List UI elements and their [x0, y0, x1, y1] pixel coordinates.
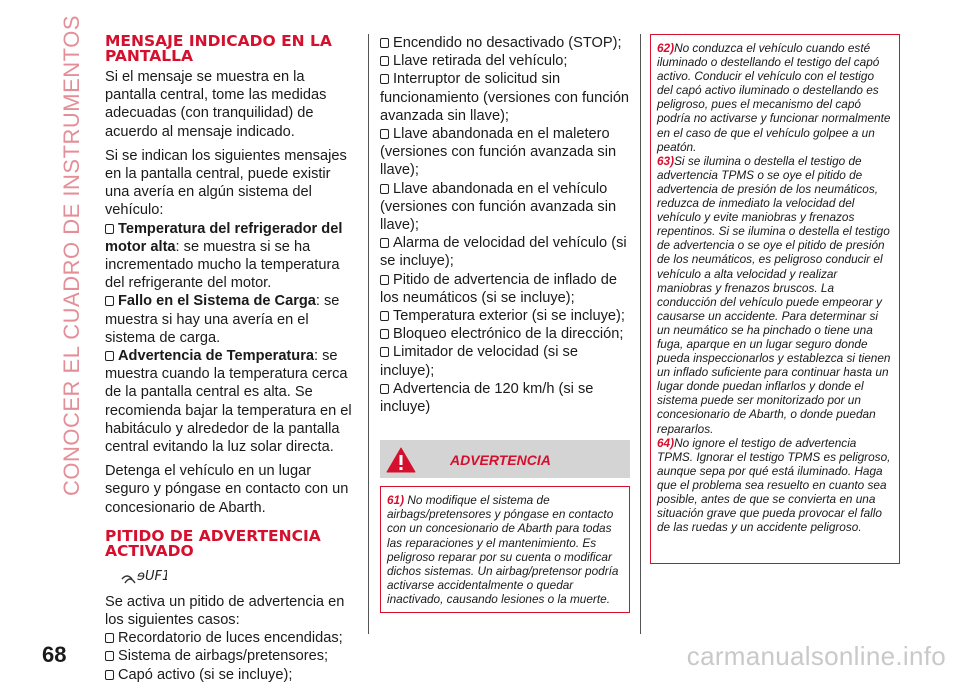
checkbox-bullet-icon — [105, 670, 114, 680]
page-number: 68 — [42, 642, 67, 667]
list-item: Llave abandonada en el maletero (versiones con función avanzada sin llave); — [380, 126, 617, 179]
column-1 — [105, 34, 357, 684]
warning-note: 64)No ignore el testigo de advertencia TPMS. Ignorar el testigo TPMS es peligroso, aunque sepa por qué está iluminado. Haga que el problema sea resuelto en cuanto sea posible, antes de que se convierta en una situación grave que pueda provocar el fallo de las ruedas y un accidente peligroso. — [657, 435, 891, 535]
column-3 — [650, 34, 900, 564]
column-divider — [368, 34, 369, 634]
list-item: Sistema de airbags/pretensores; — [105, 647, 357, 665]
checkbox-bullet-icon — [380, 329, 389, 339]
warning-header — [380, 440, 630, 478]
checkbox-bullet-icon — [380, 347, 389, 357]
list-item: Recordatorio de luces encendidas; — [105, 629, 357, 647]
list-item: Advertencia de 120 km/h (si se incluye) — [380, 380, 594, 416]
buzzer-symbol-icon — [119, 565, 357, 587]
warning-note-box — [380, 486, 630, 613]
list-item: Encendido no desactivado (STOP); — [380, 34, 630, 52]
list-item: Pitido de advertencia de inflado de los neumáticos (si se incluye); — [380, 271, 617, 306]
section-heading-pitido: PITIDO DE ADVERTENCIA ACTIVADO — [105, 526, 321, 560]
checkbox-bullet-icon — [105, 633, 114, 643]
checkbox-bullet-icon — [380, 275, 389, 285]
list-item: Alarma de velocidad del vehículo (si se incluye); — [380, 235, 627, 270]
list-item: Bloqueo electrónico de la dirección; — [380, 325, 630, 343]
list-item: Llave abandonada en el vehículo (versiones con función avanzada sin llave); — [380, 180, 617, 234]
checkbox-bullet-icon — [380, 74, 389, 84]
checkbox-bullet-icon — [380, 311, 389, 321]
warning-note: 63)Si se ilumina o destella el testigo de advertencia TPMS o se oye el pitido de advertencia de presión de los neumáticos, reduzca de inmediato la velocidad del vehículo y evite maniobras y frenazos repentinos. Si se ilumina o destella el testigo de advertencia o se oye el pitido de presión de los neumáticos, es peligroso conducir el vehículo a alta velocidad y realizar maniobras y frenazos bruscos. La conducción del vehículo puede empeorar y causarse un accidente. Para determinar si un neumático se ha pinchado o tiene una fuga, aparque en un lugar seguro donde pueda inspeccionarlos y establezca si tienen un inflado suficiente para continuar hasta un lugar donde puedan inflarlos y donde el sistema puede ser monitorizado por un concesionario de Abarth, o donde puedan repararlos. — [657, 153, 891, 436]
warning-note: 61) No modifique el sistema de airbags/pretensores y póngase en contacto con un concesionario de Abarth para todas las reparaciones y el mantenimiento. Es peligroso reparar por su cuenta o modificar dichos sistemas. Un airbag/pretensor podría activarse accidentalmente o quedar inactivado, causando lesiones o la muerte. — [387, 493, 619, 606]
list-item: Fallo en el Sistema de Carga: se muestra si hay una avería en el sistema de carga. — [105, 293, 340, 346]
paragraph: Se activa un pitido de advertencia en los siguientes casos: — [105, 593, 345, 629]
checkbox-bullet-icon — [380, 238, 389, 248]
chapter-side-title: CONOCER EL CUADRO DE INSTRUMENTOS — [59, 14, 84, 496]
section-heading-mensaje: MENSAJE INDICADO EN LA PANTALLA — [105, 32, 332, 65]
checkbox-bullet-icon — [105, 296, 114, 306]
warning-triangle-icon — [386, 447, 416, 473]
list-item: Llave retirada del vehículo; — [380, 52, 630, 70]
list-item: Limitador de velocidad (si se incluye); — [380, 344, 578, 379]
list-item: Advertencia de Temperatura: se muestra cuando la temperatura cerca de la pantalla central es alta. Se recomienda bajar la temperatura en el habitáculo y alrededor de la pantalla central evitando la luz solar directa. — [105, 348, 352, 456]
checkbox-bullet-icon — [105, 351, 114, 361]
checkbox-bullet-icon — [105, 651, 114, 661]
checkbox-bullet-icon — [105, 224, 114, 234]
list-item: Temperatura exterior (si se incluye); — [380, 307, 630, 325]
checkbox-bullet-icon — [380, 56, 389, 66]
column-divider — [640, 34, 641, 634]
warning-note-box — [650, 34, 900, 564]
paragraph: Detenga el vehículo en un lugar seguro y póngase en contacto con un concesionario de Abarth. — [105, 463, 349, 516]
watermark: carmanualsonline.info — [686, 641, 946, 671]
warning-title: ADVERTENCIA — [450, 452, 551, 469]
list-item: Interruptor de solicitud sin funcionamiento (versiones con función avanzada sin llave); — [380, 71, 630, 124]
column-2 — [380, 34, 630, 613]
checkbox-bullet-icon — [380, 129, 389, 139]
paragraph: Si se indican los siguientes mensajes en la pantalla central, puede existir una avería en algún sistema del vehículo: — [105, 147, 347, 219]
paragraph: Si el mensaje se muestra en la pantalla central, tome las medidas adecuadas (con tranquilidad) de acuerdo al mensaje indicado. — [105, 69, 327, 140]
checkbox-bullet-icon — [380, 384, 389, 394]
list-item: Temperatura del refrigerador del motor alta: se muestra si se ha incrementado mucho la temperatura del refrigerante del motor. — [105, 220, 343, 292]
warning-note: 62)No conduzca el vehículo cuando esté iluminado o destellando el testigo del capó activo. Conducir el vehículo con el testigo del capó activo iluminado o destellando es peligroso, pues el mecanismo del capó podría no activarse y funcionar normalmente en el caso de que el vehículo golpee a un peatón. — [657, 41, 891, 154]
svg-text:ɘUF1: ɘUF1 — [137, 568, 167, 584]
list-item: Capó activo (si se incluye); — [105, 666, 357, 684]
checkbox-bullet-icon — [380, 38, 389, 48]
checkbox-bullet-icon — [380, 184, 389, 194]
